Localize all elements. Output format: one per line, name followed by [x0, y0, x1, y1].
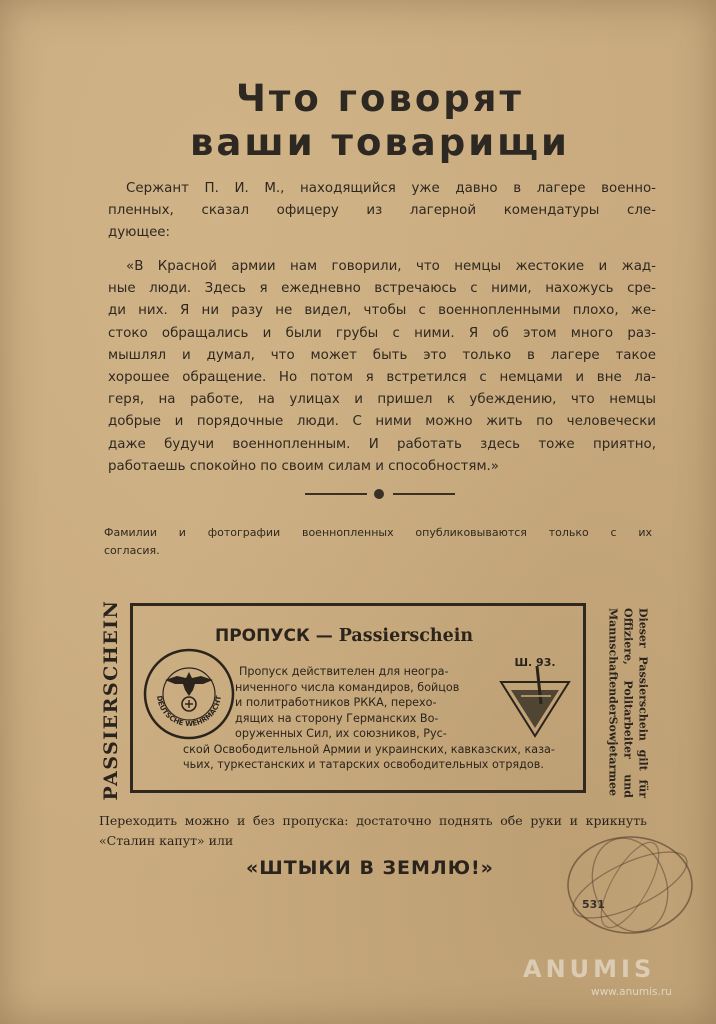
watermark-url: www.anumis.ru: [591, 986, 672, 998]
pass-text-line: дящих на сторону Германских Во-: [235, 711, 439, 725]
pass-box: [130, 603, 586, 793]
pass-text-line: ской Освободительной Армии и украинских, кавказских, каза-: [183, 742, 555, 756]
intro-line: дующее:: [108, 225, 171, 241]
quote-line: ные люди. Здесь я ежедневно встречаюсь с ними, нахожусь сре-: [108, 281, 656, 297]
pass-text-line: Пропуск действителен для неогра-: [239, 665, 449, 678]
headline-line-2: ваши товарищи: [190, 121, 570, 164]
anumis-globe-logo-icon: [555, 825, 705, 945]
intro-paragraph: [108, 178, 656, 245]
seal-text: DEUTSCHE WEHRMACHT: [154, 695, 224, 729]
pass-text-line: оруженных Сил, их союзников, Рус-: [235, 727, 447, 740]
divider-line-right: [393, 493, 455, 495]
pass-text-line: ниченного числа командиров, бойцов: [235, 680, 460, 694]
quote-line: работаешь спокойно по своим силам и способностям.»: [108, 458, 499, 474]
ornamental-divider: [305, 487, 455, 501]
intro-line: пленных, сказал офицеру из лагерной комендатуры сле-: [108, 203, 656, 219]
quote-line: даже будучи военнопленным. И работать здесь тоже приятно,: [108, 436, 656, 452]
note-line: согласия.: [104, 544, 160, 557]
german-note-line: Dieser Passierschein gilt für: [636, 608, 650, 798]
pass-text-line: и политработников РККА, перехо-: [235, 696, 437, 709]
intro-line: Сержант П. И. М., находящийся уже давно в лагере военно-: [126, 181, 656, 196]
quote-line: стоко обращались и были грубы с ними. Я об этом много раз-: [108, 325, 656, 341]
quote-line: «В Красной армии нам говорили, что немцы жестокие и жад-: [126, 259, 656, 274]
unit-emblem: [493, 656, 577, 751]
pass-conditions: [183, 664, 555, 773]
crossing-line: Переходить можно и без пропуска: достаточно поднять обе руки и крикнуть: [99, 813, 647, 828]
divider-dot: [374, 489, 384, 499]
quote-line: геря, на работе, на улицах и пришел к убеждению, что немцы: [108, 392, 656, 408]
note-line: Фамилии и фотографии военнопленных опубликовываются только с их: [104, 526, 652, 539]
slogan: «ШТЫКИ В ЗЕМЛЮ!»: [246, 857, 494, 879]
quote-line: хорошее обращение. Но потом я встретился с немцами и вне ла-: [108, 370, 656, 386]
headline-line-1: Что говорят: [236, 77, 524, 120]
consent-note: [104, 524, 652, 560]
quote-line: мышлял и думал, что может быть это только в лагере такое: [108, 347, 656, 363]
quote-line: добрые и порядочные люди. С ними можно жить по человечески: [108, 414, 656, 430]
side-label-text: PASSIERSCHEIN: [100, 599, 122, 801]
quote-paragraph: [108, 256, 656, 478]
quote-line: ди них. Я ни разу не видел, чтобы с военнопленными плохо, же-: [108, 303, 656, 319]
divider-line-left: [305, 493, 367, 495]
passierschein-side-label: [96, 600, 126, 800]
watermark-brand: ANUMIS: [523, 955, 656, 983]
german-validity-note: [597, 608, 652, 798]
crossing-line: «Сталин капут» или: [99, 833, 234, 848]
german-note-line: Offiziere, Politarbeiter und: [621, 608, 635, 798]
shield-triangle-icon: [493, 656, 577, 751]
pass-title-ru: ПРОПУСК —: [215, 626, 339, 646]
emblem-label: Ш. 93.: [514, 656, 556, 669]
pass-text-line: чьих, туркестанских и татарских освободительных отрядов.: [183, 758, 544, 771]
pass-title: [215, 626, 473, 646]
page-number: 531: [582, 898, 605, 911]
german-note-line: MannschaftenderSowjetarmee: [606, 608, 620, 796]
pass-title-de: Passierschein: [338, 626, 474, 646]
